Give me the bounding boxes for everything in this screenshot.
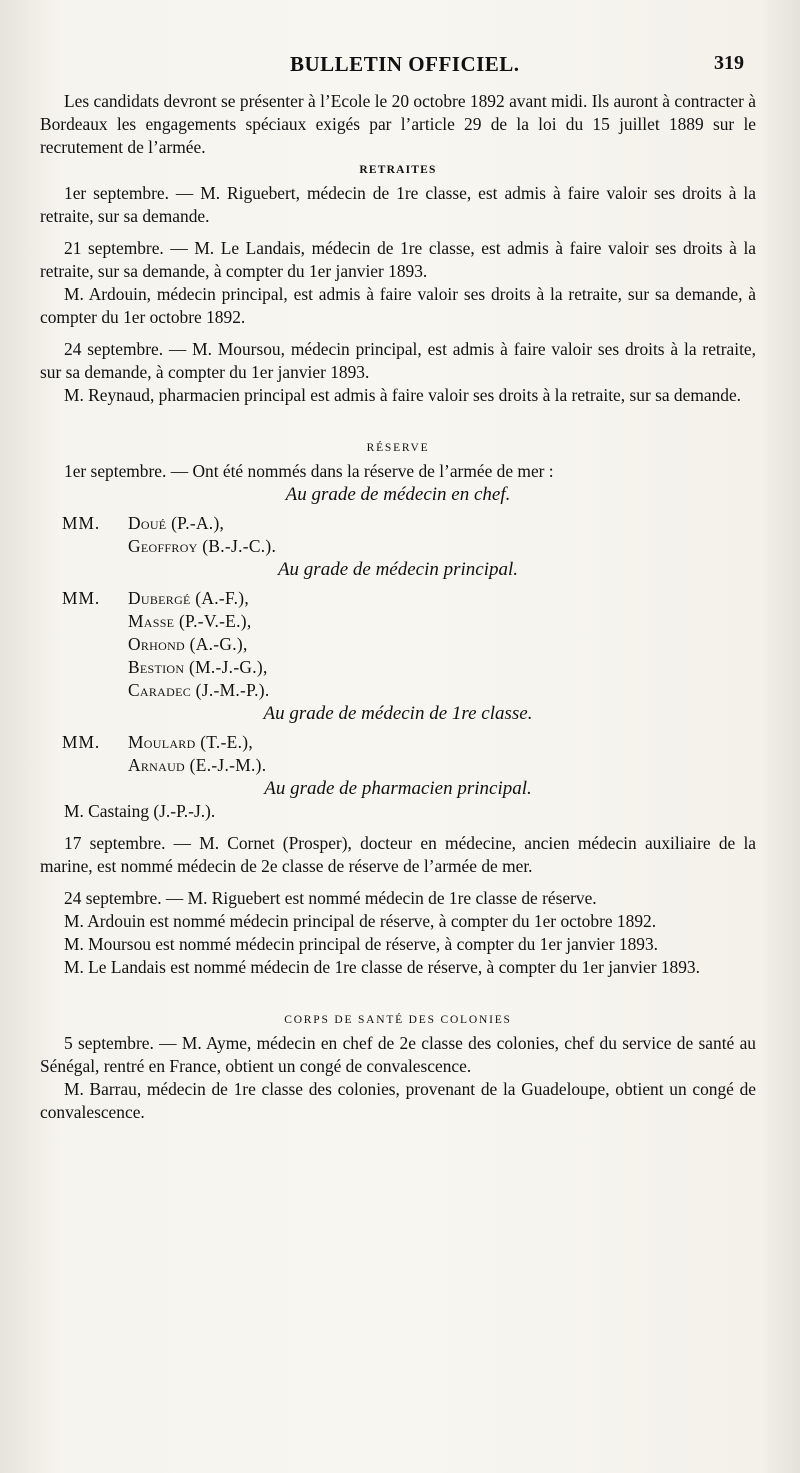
name-list [62, 512, 756, 558]
name-list [62, 587, 756, 702]
reserve-paragraph: M. Le Landais est nommé médecin de 1re classe de réserve, à compter du 1er janvier 1893. [64, 957, 700, 977]
reserve-intro: 1er septembre. — Ont été nommés dans la réserve de l’armée de mer : [64, 461, 554, 481]
reserve-paragraph: 24 septembre. — M. Riguebert est nommé médecin de 1re classe de réserve. [64, 888, 597, 908]
mm-label: MM. [62, 513, 101, 533]
grade-heading: Au grade de médecin en chef. [285, 484, 511, 505]
page-body [40, 90, 756, 1124]
section-heading-colonies: CORPS DE SANTÉ DES COLONIES [284, 1014, 512, 1026]
section-heading-retraites: RETRAITES [359, 164, 437, 176]
retraites-paragraph: 21 septembre. — M. Le Landais, médecin de 1re classe, est admis à faire valoir ses droits à la retraite, sur sa demande, à compter du 1er janvier 1893. [40, 238, 756, 281]
page-number: 319 [714, 52, 744, 74]
list-item: Arnaud (E.-J.-M.). [128, 755, 267, 775]
list-item: Doué (P.-A.), [128, 513, 225, 533]
retraites-paragraph: M. Reynaud, pharmacien principal est admis à faire valoir ses droits à la retraite, sur sa demande. [64, 385, 742, 405]
retraites-paragraph: 24 septembre. — M. Moursou, médecin principal, est admis à faire valoir ses droits à la retraite, sur sa demande, à compter du 1er janvier 1893. [40, 339, 756, 382]
page-header [0, 52, 800, 82]
list-item: Orhond (A.-G.), [128, 634, 248, 654]
reserve-paragraph: 17 septembre. — M. Cornet (Prosper), docteur en médecine, ancien médecin auxiliaire de la marine, est nommé médecin de 2e classe de réserve de l’armée de mer. [40, 833, 756, 876]
list-item: Dubergé (A.-F.), [128, 588, 249, 608]
list-item: Moulard (T.-E.), [128, 732, 253, 752]
list-item: Bestion (M.-J.-G.), [128, 657, 268, 677]
reserve-paragraph: M. Moursou est nommé médecin principal de réserve, à compter du 1er janvier 1893. [64, 934, 658, 954]
grade-name: M. Castaing (J.-P.-J.). [64, 801, 216, 821]
retraites-paragraph: 1er septembre. — M. Riguebert, médecin de 1re classe, est admis à faire valoir ses droits à la retraite, sur sa demande. [40, 183, 756, 226]
name-list [62, 731, 756, 777]
grade-heading: Au grade de médecin principal. [277, 559, 519, 580]
colonies-paragraph: M. Barrau, médecin de 1re classe des colonies, provenant de la Guadeloupe, obtient un congé de convalescence. [40, 1079, 756, 1122]
grade-heading: Au grade de pharmacien principal. [264, 778, 532, 799]
retraites-paragraph: M. Ardouin, médecin principal, est admis à faire valoir ses droits à la retraite, sur sa demande, à compter du 1er octobre 1892. [40, 284, 756, 327]
list-item: Masse (P.-V.-E.), [128, 611, 252, 631]
grade-heading: Au grade de médecin de 1re classe. [263, 703, 533, 724]
colonies-paragraph: 5 septembre. — M. Ayme, médecin en chef de 2e classe des colonies, chef du service de santé au Sénégal, rentré en France, obtient un congé de convalescence. [40, 1033, 756, 1076]
section-heading-reserve: RÉSERVE [366, 442, 430, 454]
intro-paragraph: Les candidats devront se présenter à l’Ecole le 20 octobre 1892 avant midi. Ils auront à contracter à Bordeaux les engagements spéciaux exigés par l’article 29 de la loi du 15 juillet 1889 sur le recrutement de l’armée. [40, 91, 756, 157]
list-item: Geoffroy (B.-J.-C.). [128, 536, 277, 556]
running-title: BULLETIN OFFICIEL. [290, 52, 520, 76]
mm-label: MM. [62, 732, 101, 752]
mm-label: MM. [62, 588, 101, 608]
list-item: Caradec (J.-M.-P.). [128, 680, 270, 700]
reserve-paragraph: M. Ardouin est nommé médecin principal de réserve, à compter du 1er octobre 1892. [64, 911, 657, 931]
